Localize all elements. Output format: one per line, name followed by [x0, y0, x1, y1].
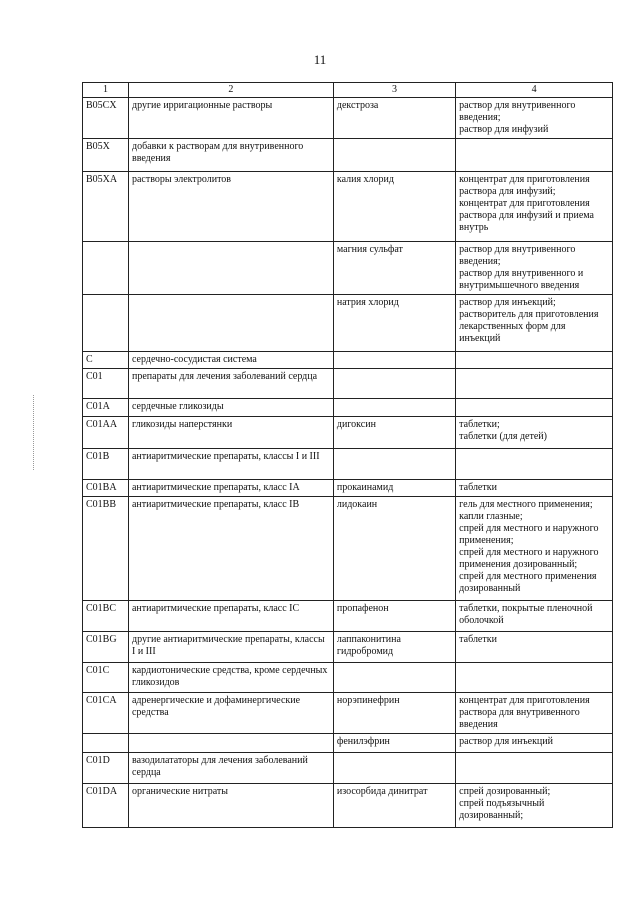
dosage-forms-cell — [456, 784, 613, 828]
table-row — [83, 734, 613, 753]
drug-name-cell — [333, 352, 455, 369]
group-name-cell: растворы электролитов — [128, 172, 333, 242]
table-row — [83, 632, 613, 663]
atc-code-cell: C — [83, 352, 129, 369]
drug-name-cell: лаппаконитина гидробромид — [333, 632, 455, 663]
dosage-forms-cell — [456, 480, 613, 497]
table-row — [83, 399, 613, 417]
table-row — [83, 497, 613, 601]
group-name-cell: антиаритмические препараты, классы I и III — [128, 449, 333, 480]
table-row — [83, 352, 613, 369]
dosage-forms-cell — [456, 497, 613, 601]
dosage-form-line: раствор для внутривенного и внутримышечного введения — [459, 268, 584, 291]
dosage-forms-cell — [456, 172, 613, 242]
group-name-cell: антиаритмические препараты, класс IC — [128, 601, 333, 632]
atc-code-cell: C01C — [83, 663, 129, 693]
dosage-forms-cell — [456, 417, 613, 449]
table-row — [83, 295, 613, 352]
table-row — [83, 663, 613, 693]
table-body — [83, 98, 613, 828]
table-row — [83, 601, 613, 632]
group-name-cell: другие ирригационные растворы — [128, 98, 333, 139]
drug-name-cell: фенилэфрин — [333, 734, 455, 753]
table-row — [83, 449, 613, 480]
dosage-form-line: спрей для местного и наружного применения дозированный; — [459, 547, 599, 570]
dosage-form-line: таблетки — [459, 634, 497, 645]
dosage-forms-cell — [456, 369, 613, 399]
atc-code-cell: C01CA — [83, 693, 129, 734]
dosage-forms-cell — [456, 98, 613, 139]
dosage-form-line: таблетки — [459, 482, 497, 493]
atc-code-cell: C01A — [83, 399, 129, 417]
drug-table — [82, 82, 613, 828]
dosage-form-line: концентрат для приготовления раствора для инфузий и приема внутрь — [459, 198, 594, 233]
dosage-form-line: раствор для внутривенного введения; — [459, 100, 576, 123]
dosage-form-line: растворитель для приготовления лекарственных форм для инъекций — [459, 309, 599, 344]
dosage-forms-cell — [456, 352, 613, 369]
table-header-row — [83, 83, 613, 98]
table-row — [83, 172, 613, 242]
group-name-cell: кардиотонические средства, кроме сердечных гликозидов — [128, 663, 333, 693]
drug-name-cell: пропафенон — [333, 601, 455, 632]
table-row — [83, 417, 613, 449]
group-name-cell — [128, 295, 333, 352]
dosage-form-line: раствор для инъекций — [459, 736, 553, 747]
atc-code-cell: C01BA — [83, 480, 129, 497]
dosage-form-line: раствор для внутривенного введения; — [459, 244, 576, 267]
atc-code-cell: B05XA — [83, 172, 129, 242]
drug-name-cell: калия хлорид — [333, 172, 455, 242]
group-name-cell: добавки к растворам для внутривенного введения — [128, 139, 333, 172]
dosage-form-line: спрей для местного применения дозированный — [459, 571, 597, 594]
group-name-cell: сердечно-сосудистая система — [128, 352, 333, 369]
header-col-1: 1 — [83, 83, 129, 98]
drug-name-cell: лидокаин — [333, 497, 455, 601]
dosage-form-line: капли глазные; — [459, 511, 523, 522]
drug-name-cell: норэпинефрин — [333, 693, 455, 734]
table-row — [83, 784, 613, 828]
atc-code-cell: B05X — [83, 139, 129, 172]
atc-code-cell: C01AA — [83, 417, 129, 449]
drug-name-cell: изосорбида динитрат — [333, 784, 455, 828]
dosage-forms-cell — [456, 449, 613, 480]
header-col-4: 4 — [456, 83, 613, 98]
atc-code-cell: C01BG — [83, 632, 129, 663]
dosage-form-line: таблетки (для детей) — [459, 431, 547, 442]
drug-name-cell — [333, 399, 455, 417]
dosage-form-line: раствор для инфузий — [459, 124, 549, 135]
atc-code-cell: C01BB — [83, 497, 129, 601]
drug-name-cell: натрия хлорид — [333, 295, 455, 352]
atc-code-cell: C01DA — [83, 784, 129, 828]
atc-code-cell: C01BC — [83, 601, 129, 632]
table-row — [83, 242, 613, 295]
page-number: 11 — [313, 52, 327, 67]
dosage-forms-cell — [456, 693, 613, 734]
dosage-form-line: таблетки, покрытые пленочной оболочкой — [459, 603, 593, 626]
atc-code-cell: C01 — [83, 369, 129, 399]
group-name-cell: сердечные гликозиды — [128, 399, 333, 417]
group-name-cell: другие антиаритмические препараты, классы I и III — [128, 632, 333, 663]
group-name-cell: органические нитраты — [128, 784, 333, 828]
atc-code-cell: C01B — [83, 449, 129, 480]
dosage-forms-cell — [456, 242, 613, 295]
dosage-forms-cell — [456, 734, 613, 753]
dosage-form-line: гель для местного применения; — [459, 499, 593, 510]
dosage-forms-cell — [456, 399, 613, 417]
dosage-forms-cell — [456, 601, 613, 632]
drug-name-cell — [333, 139, 455, 172]
group-name-cell: вазодилататоры для лечения заболеваний сердца — [128, 753, 333, 784]
table-row — [83, 98, 613, 139]
table-row — [83, 139, 613, 172]
drug-name-cell — [333, 753, 455, 784]
drug-name-cell: магния сульфат — [333, 242, 455, 295]
group-name-cell: препараты для лечения заболеваний сердца — [128, 369, 333, 399]
table-row — [83, 369, 613, 399]
drug-name-cell — [333, 449, 455, 480]
header-col-2: 2 — [128, 83, 333, 98]
table-row — [83, 693, 613, 734]
dosage-form-line: спрей дозированный; — [459, 786, 551, 797]
dosage-form-line: спрей для местного и наружного применения; — [459, 523, 599, 546]
table-row — [83, 753, 613, 784]
group-name-cell: гликозиды наперстянки — [128, 417, 333, 449]
drug-name-cell: прокаинамид — [333, 480, 455, 497]
drug-name-cell — [333, 663, 455, 693]
drug-name-cell: декстроза — [333, 98, 455, 139]
dosage-forms-cell — [456, 663, 613, 693]
dosage-forms-cell — [456, 295, 613, 352]
atc-code-cell: B05CX — [83, 98, 129, 139]
group-name-cell: антиаритмические препараты, класс IB — [128, 497, 333, 601]
group-name-cell — [128, 734, 333, 753]
table-row — [83, 480, 613, 497]
group-name-cell: антиаритмические препараты, класс IA — [128, 480, 333, 497]
header-col-3: 3 — [333, 83, 455, 98]
dosage-form-line: спрей подъязычный дозированный; — [459, 798, 545, 821]
dosage-form-line: концентрат для приготовления раствора для инфузий; — [459, 174, 590, 197]
group-name-cell — [128, 242, 333, 295]
dosage-form-line: концентрат для приготовления раствора для внутривенного введения — [459, 695, 590, 730]
group-name-cell: адренергические и дофаминергические средства — [128, 693, 333, 734]
drug-name-cell — [333, 369, 455, 399]
dosage-forms-cell — [456, 753, 613, 784]
dosage-form-line: таблетки; — [459, 419, 500, 430]
atc-code-cell: C01D — [83, 753, 129, 784]
dosage-forms-cell — [456, 139, 613, 172]
atc-code-cell — [83, 242, 129, 295]
drug-name-cell: дигоксин — [333, 417, 455, 449]
atc-code-cell — [83, 295, 129, 352]
dosage-forms-cell — [456, 632, 613, 663]
atc-code-cell — [83, 734, 129, 753]
scan-edge-marks — [33, 395, 35, 470]
dosage-form-line: раствор для инъекций; — [459, 297, 556, 308]
